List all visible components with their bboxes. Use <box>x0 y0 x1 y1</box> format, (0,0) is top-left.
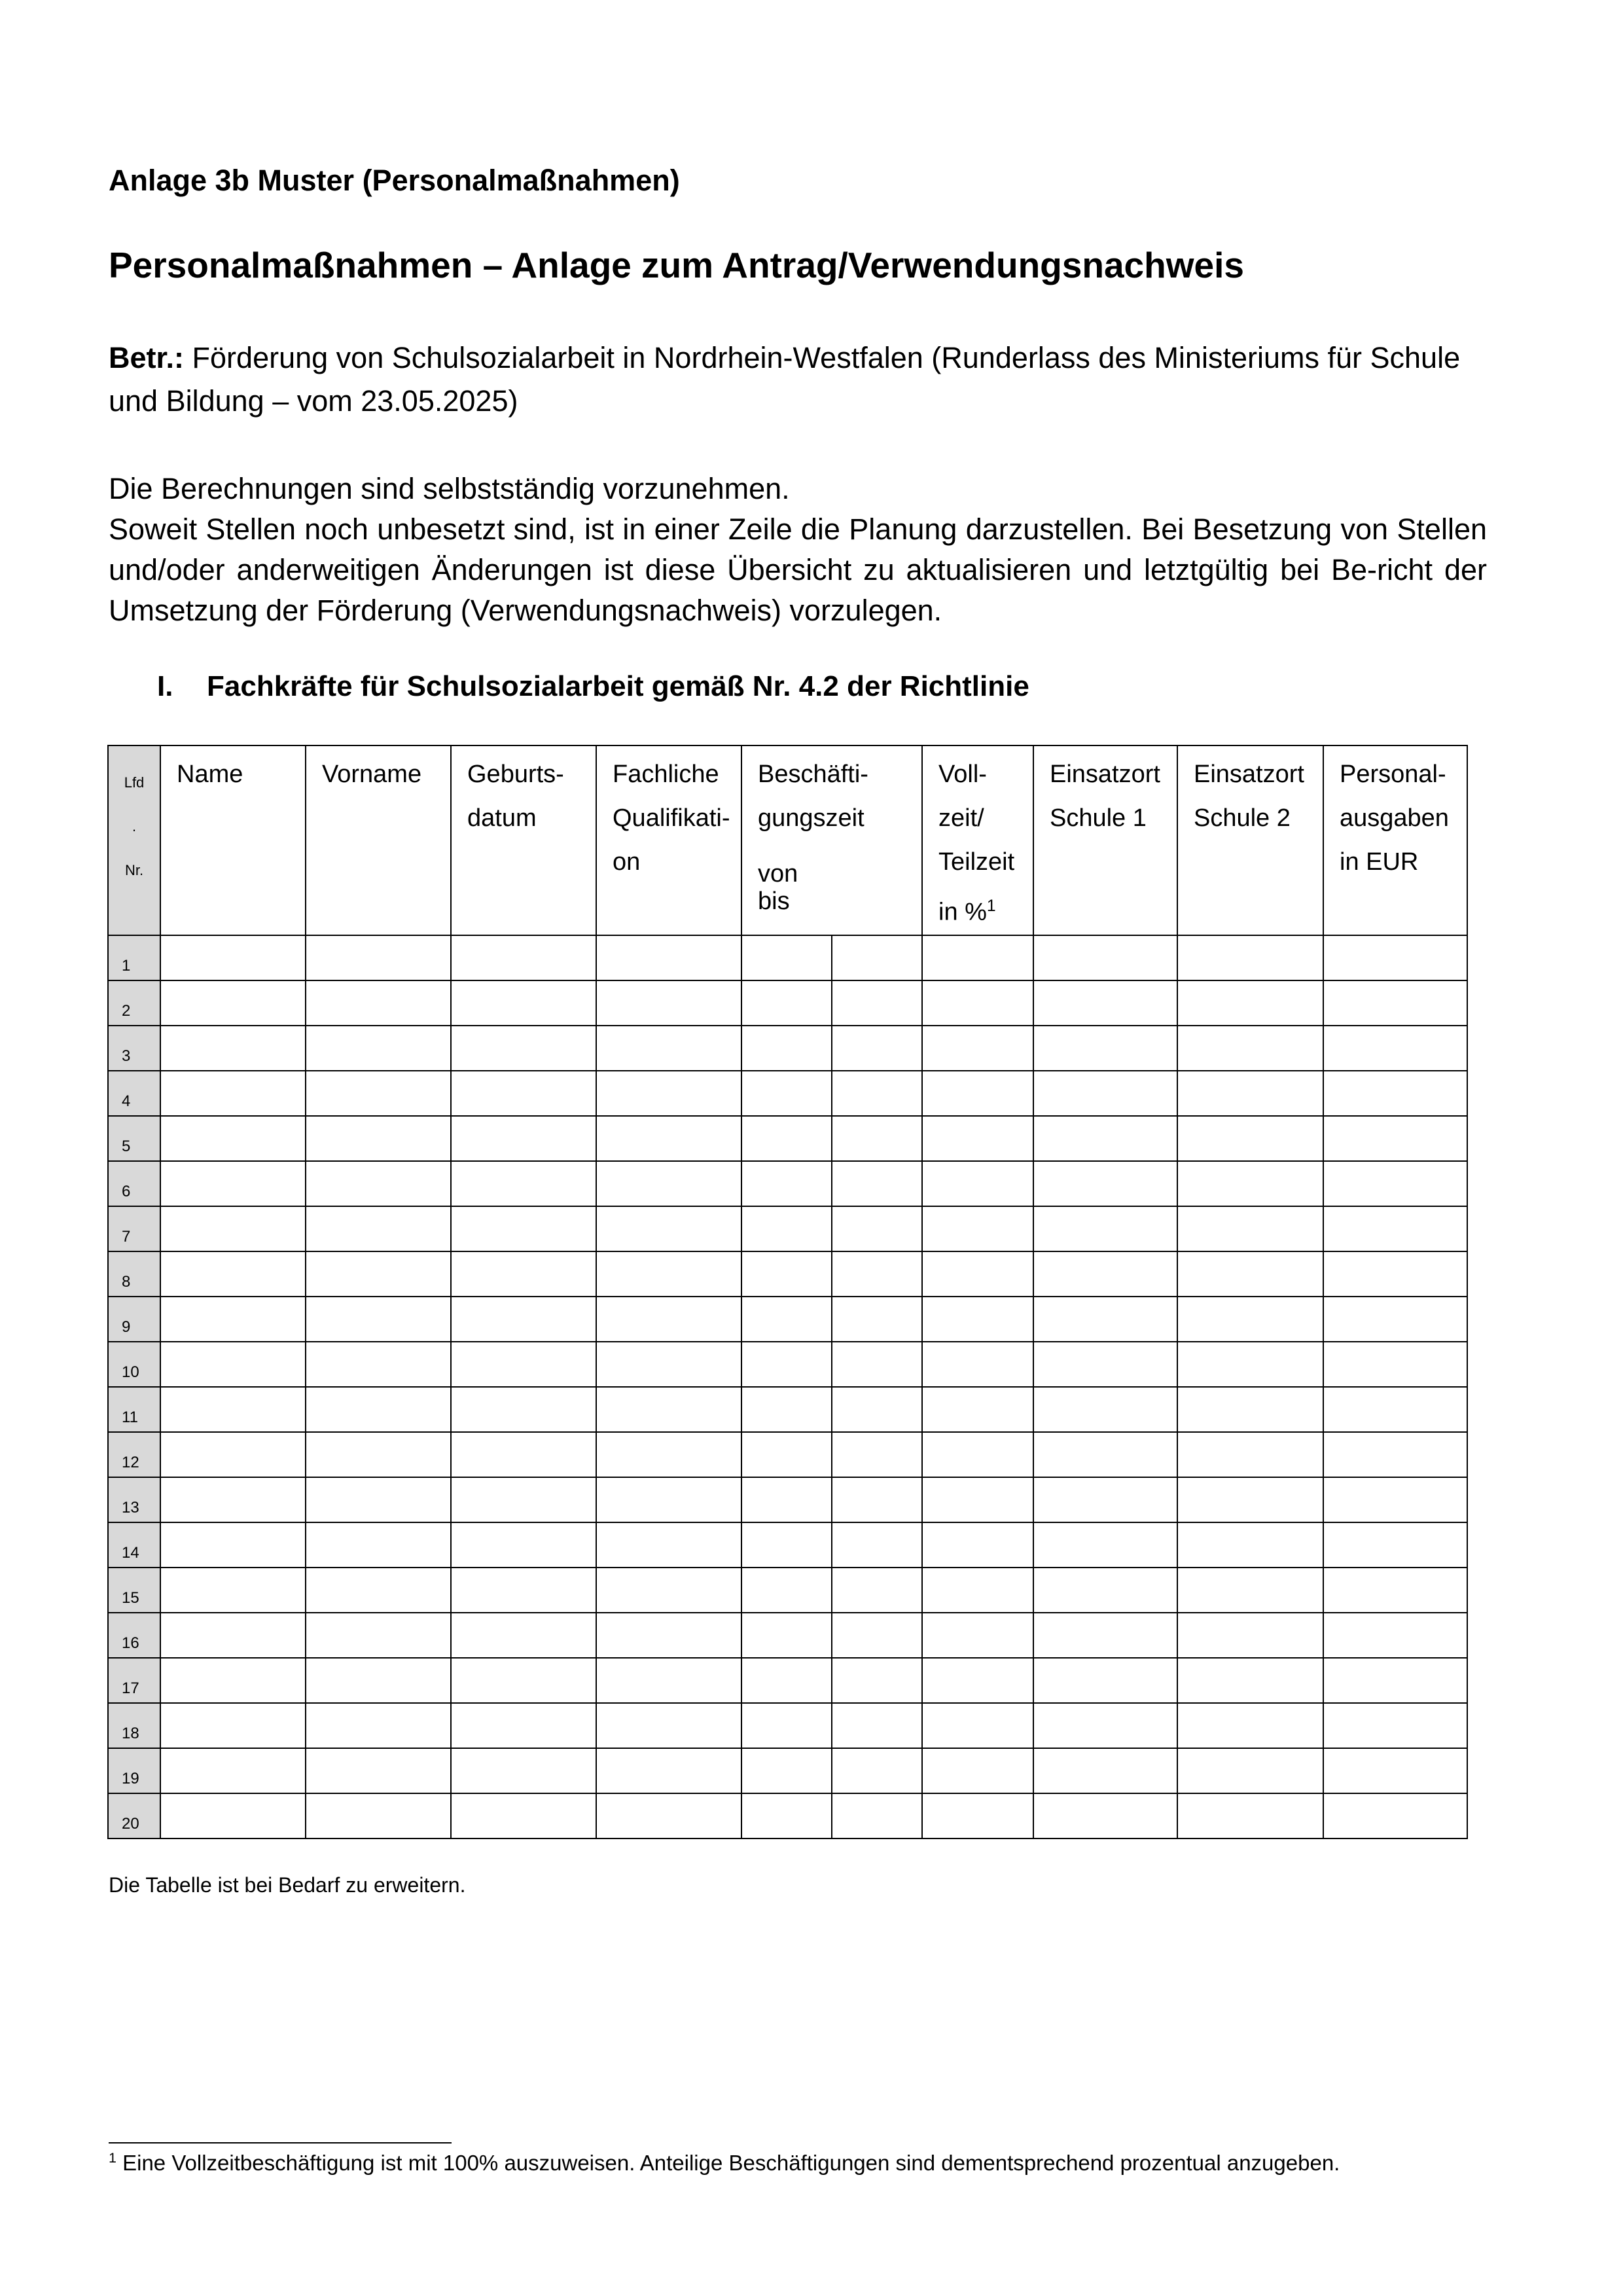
cell-vorname[interactable] <box>306 935 451 980</box>
cell-qualifikation[interactable] <box>596 1026 741 1071</box>
cell-name[interactable] <box>160 1297 306 1342</box>
row-number: 10 <box>108 1342 160 1387</box>
footnote-marker: 1 <box>109 2150 116 2166</box>
intro-paragraph-1: Die Berechnungen sind selbstständig vorzunehmen. <box>109 472 790 505</box>
row-number: 17 <box>108 1658 160 1703</box>
header-von: von <box>758 860 798 888</box>
cell-personalausgaben[interactable] <box>1323 1026 1467 1071</box>
cell-qualifikation[interactable] <box>596 1297 741 1342</box>
cell-einsatzort-1[interactable] <box>1033 1206 1177 1251</box>
table-row <box>108 1477 1467 1522</box>
staff-table <box>107 745 1468 1839</box>
intro-text <box>109 469 1487 631</box>
header-bis: bis <box>758 888 790 915</box>
cell-einsatzort-2[interactable] <box>1177 1748 1323 1793</box>
cell-bis[interactable] <box>832 1477 922 1522</box>
cell-qualifikation[interactable] <box>596 1342 741 1387</box>
cell-name[interactable] <box>160 935 306 980</box>
cell-vollzeit[interactable] <box>922 1251 1033 1297</box>
cell-bis[interactable] <box>832 1568 922 1613</box>
cell-vorname[interactable] <box>306 1387 451 1432</box>
cell-qualifikation[interactable] <box>596 980 741 1026</box>
section-number: I. <box>157 670 173 702</box>
cell-einsatzort-2[interactable] <box>1177 1342 1323 1387</box>
cell-geburtsdatum[interactable] <box>451 1703 596 1748</box>
cell-personalausgaben[interactable] <box>1323 1658 1467 1703</box>
cell-einsatzort-2[interactable] <box>1177 1613 1323 1658</box>
cell-personalausgaben[interactable] <box>1323 1522 1467 1568</box>
cell-qualifikation[interactable] <box>596 1477 741 1522</box>
cell-vollzeit[interactable] <box>922 1342 1033 1387</box>
cell-personalausgaben[interactable] <box>1323 1071 1467 1116</box>
cell-vorname[interactable] <box>306 1251 451 1297</box>
cell-bis[interactable] <box>832 1387 922 1432</box>
cell-einsatzort-2[interactable] <box>1177 980 1323 1026</box>
cell-qualifikation[interactable] <box>596 1522 741 1568</box>
cell-name[interactable] <box>160 1026 306 1071</box>
cell-name[interactable] <box>160 1432 306 1477</box>
cell-bis[interactable] <box>832 1658 922 1703</box>
cell-qualifikation[interactable] <box>596 1251 741 1297</box>
header-beschaeftigungszeit: Beschäfti- gungszeit von bis <box>741 745 922 935</box>
cell-einsatzort-2[interactable] <box>1177 1793 1323 1839</box>
cell-von[interactable] <box>741 1658 832 1703</box>
table-header-row <box>108 745 1467 935</box>
cell-geburtsdatum[interactable] <box>451 1748 596 1793</box>
cell-name[interactable] <box>160 980 306 1026</box>
row-number: 5 <box>108 1116 160 1161</box>
cell-name[interactable] <box>160 1161 306 1206</box>
cell-vorname[interactable] <box>306 1342 451 1387</box>
cell-personalausgaben[interactable] <box>1323 1613 1467 1658</box>
subject-line <box>109 336 1487 423</box>
cell-qualifikation[interactable] <box>596 1071 741 1116</box>
table-row <box>108 1206 1467 1251</box>
staff-table-container <box>107 745 1468 1839</box>
cell-geburtsdatum[interactable] <box>451 1071 596 1116</box>
cell-einsatzort-2[interactable] <box>1177 1658 1323 1703</box>
intro-paragraph-2: Soweit Stellen noch unbesetzt sind, ist in einer Zeile die Planung darzustellen. Bei Besetzung von Stellen und/oder anderweitigen Änderungen ist diese Übersicht zu aktualisieren und letztgültig bei Be-richt der Umsetzung der Förderung (Verwendungsnachweis) vorzulegen. <box>109 512 1487 627</box>
cell-vollzeit[interactable] <box>922 1387 1033 1432</box>
cell-qualifikation[interactable] <box>596 1703 741 1748</box>
cell-einsatzort-1[interactable] <box>1033 1116 1177 1161</box>
cell-einsatzort-2[interactable] <box>1177 1116 1323 1161</box>
cell-name[interactable] <box>160 1071 306 1116</box>
cell-einsatzort-1[interactable] <box>1033 1703 1177 1748</box>
cell-vollzeit[interactable] <box>922 1071 1033 1116</box>
cell-vollzeit[interactable] <box>922 1297 1033 1342</box>
cell-geburtsdatum[interactable] <box>451 1568 596 1613</box>
table-row <box>108 1613 1467 1658</box>
cell-vollzeit[interactable] <box>922 1568 1033 1613</box>
cell-name[interactable] <box>160 1703 306 1748</box>
cell-name[interactable] <box>160 1251 306 1297</box>
cell-name[interactable] <box>160 1748 306 1793</box>
cell-geburtsdatum[interactable] <box>451 1342 596 1387</box>
cell-vorname[interactable] <box>306 1071 451 1116</box>
footnote-ref: 1 <box>986 897 996 915</box>
cell-einsatzort-2[interactable] <box>1177 1477 1323 1522</box>
cell-von[interactable] <box>741 1342 832 1387</box>
cell-vorname[interactable] <box>306 1748 451 1793</box>
cell-vorname[interactable] <box>306 1703 451 1748</box>
cell-einsatzort-1[interactable] <box>1033 1613 1177 1658</box>
cell-qualifikation[interactable] <box>596 1748 741 1793</box>
cell-vorname[interactable] <box>306 1658 451 1703</box>
cell-bis[interactable] <box>832 1432 922 1477</box>
table-row <box>108 1071 1467 1116</box>
table-row <box>108 1297 1467 1342</box>
cell-einsatzort-1[interactable] <box>1033 1071 1177 1116</box>
cell-vollzeit[interactable] <box>922 1026 1033 1071</box>
cell-personalausgaben[interactable] <box>1323 1342 1467 1387</box>
table-row <box>108 1748 1467 1793</box>
cell-name[interactable] <box>160 1342 306 1387</box>
cell-vollzeit[interactable] <box>922 1116 1033 1161</box>
cell-vorname[interactable] <box>306 1568 451 1613</box>
cell-einsatzort-1[interactable] <box>1033 1432 1177 1477</box>
cell-vollzeit[interactable] <box>922 1613 1033 1658</box>
cell-einsatzort-1[interactable] <box>1033 1658 1177 1703</box>
cell-einsatzort-1[interactable] <box>1033 1342 1177 1387</box>
cell-name[interactable] <box>160 1568 306 1613</box>
cell-personalausgaben[interactable] <box>1323 1432 1467 1477</box>
cell-einsatzort-1[interactable] <box>1033 935 1177 980</box>
row-number: 14 <box>108 1522 160 1568</box>
cell-qualifikation[interactable] <box>596 1206 741 1251</box>
cell-einsatzort-2[interactable] <box>1177 1387 1323 1432</box>
header-qualifikation: Fachliche Qualifikati- on <box>596 745 741 935</box>
cell-einsatzort-2[interactable] <box>1177 1432 1323 1477</box>
header-geburtsdatum: Geburts- datum <box>451 745 596 935</box>
cell-einsatzort-2[interactable] <box>1177 1206 1323 1251</box>
footnote-text: Eine Vollzeitbeschäftigung ist mit 100% auszuweisen. Anteilige Beschäftigungen sind dementsprechend prozentual anzugeben. <box>122 2151 1340 2175</box>
cell-von[interactable] <box>741 1116 832 1161</box>
table-row <box>108 1568 1467 1613</box>
section-heading <box>157 670 1029 703</box>
table-row <box>108 1658 1467 1703</box>
cell-bis[interactable] <box>832 1116 922 1161</box>
cell-vorname[interactable] <box>306 1432 451 1477</box>
cell-vollzeit[interactable] <box>922 1703 1033 1748</box>
cell-vorname[interactable] <box>306 1477 451 1522</box>
cell-vorname[interactable] <box>306 980 451 1026</box>
table-row <box>108 1161 1467 1206</box>
cell-vorname[interactable] <box>306 1522 451 1568</box>
cell-bis[interactable] <box>832 1522 922 1568</box>
cell-vorname[interactable] <box>306 1613 451 1658</box>
cell-vollzeit[interactable] <box>922 980 1033 1026</box>
cell-geburtsdatum[interactable] <box>451 1206 596 1251</box>
cell-einsatzort-2[interactable] <box>1177 1161 1323 1206</box>
cell-personalausgaben[interactable] <box>1323 1297 1467 1342</box>
header-einsatzort-1: Einsatzort Schule 1 <box>1033 745 1177 935</box>
cell-personalausgaben[interactable] <box>1323 1477 1467 1522</box>
table-row <box>108 1432 1467 1477</box>
cell-von[interactable] <box>741 1161 832 1206</box>
cell-geburtsdatum[interactable] <box>451 935 596 980</box>
cell-personalausgaben[interactable] <box>1323 1251 1467 1297</box>
cell-geburtsdatum[interactable] <box>451 1432 596 1477</box>
cell-bis[interactable] <box>832 1613 922 1658</box>
cell-qualifikation[interactable] <box>596 1658 741 1703</box>
cell-einsatzort-1[interactable] <box>1033 1026 1177 1071</box>
cell-bis[interactable] <box>832 1071 922 1116</box>
cell-vollzeit[interactable] <box>922 1748 1033 1793</box>
cell-von[interactable] <box>741 1206 832 1251</box>
row-number: 19 <box>108 1748 160 1793</box>
row-number: 18 <box>108 1703 160 1748</box>
table-row <box>108 1522 1467 1568</box>
cell-von[interactable] <box>741 1477 832 1522</box>
cell-vorname[interactable] <box>306 1793 451 1839</box>
table-note: Die Tabelle ist bei Bedarf zu erweitern. <box>109 1873 466 1897</box>
cell-personalausgaben[interactable] <box>1323 1116 1467 1161</box>
row-number: 13 <box>108 1477 160 1522</box>
row-number: 11 <box>108 1387 160 1432</box>
cell-personalausgaben[interactable] <box>1323 1568 1467 1613</box>
header-vollzeit-teilzeit: Voll- zeit/ Teilzeit in %$^1$ <box>922 745 1033 935</box>
cell-name[interactable] <box>160 1206 306 1251</box>
cell-geburtsdatum[interactable] <box>451 1658 596 1703</box>
cell-vorname[interactable] <box>306 1297 451 1342</box>
row-number: 12 <box>108 1432 160 1477</box>
table-row <box>108 1251 1467 1297</box>
cell-einsatzort-2[interactable] <box>1177 1703 1323 1748</box>
footnote-separator <box>109 2142 452 2144</box>
cell-bis[interactable] <box>832 1342 922 1387</box>
cell-von[interactable] <box>741 980 832 1026</box>
cell-von[interactable] <box>741 1071 832 1116</box>
cell-vollzeit[interactable] <box>922 1522 1033 1568</box>
page-title: Personalmaßnahmen – Anlage zum Antrag/Verwendungsnachweis <box>109 245 1244 285</box>
cell-vorname[interactable] <box>306 1116 451 1161</box>
header-vorname: Vorname <box>306 745 451 935</box>
row-number: 6 <box>108 1161 160 1206</box>
cell-von[interactable] <box>741 1297 832 1342</box>
cell-name[interactable] <box>160 1116 306 1161</box>
table-row <box>108 1116 1467 1161</box>
cell-vorname[interactable] <box>306 1026 451 1071</box>
cell-geburtsdatum[interactable] <box>451 1251 596 1297</box>
table-row <box>108 1026 1467 1071</box>
cell-qualifikation[interactable] <box>596 935 741 980</box>
cell-bis[interactable] <box>832 1251 922 1297</box>
cell-geburtsdatum[interactable] <box>451 1793 596 1839</box>
table-row <box>108 1793 1467 1839</box>
cell-von[interactable] <box>741 1568 832 1613</box>
cell-name[interactable] <box>160 1613 306 1658</box>
cell-qualifikation[interactable] <box>596 1432 741 1477</box>
cell-vollzeit[interactable] <box>922 1658 1033 1703</box>
cell-einsatzort-1[interactable] <box>1033 1251 1177 1297</box>
cell-name[interactable] <box>160 1387 306 1432</box>
annex-label: Anlage 3b Muster (Personalmaßnahmen) <box>109 164 680 197</box>
row-number: 2 <box>108 980 160 1026</box>
cell-einsatzort-2[interactable] <box>1177 935 1323 980</box>
cell-qualifikation[interactable] <box>596 1568 741 1613</box>
cell-bis[interactable] <box>832 935 922 980</box>
header-name: Name <box>160 745 306 935</box>
cell-personalausgaben[interactable] <box>1323 1748 1467 1793</box>
cell-name[interactable] <box>160 1793 306 1839</box>
cell-einsatzort-2[interactable] <box>1177 1026 1323 1071</box>
cell-geburtsdatum[interactable] <box>451 1613 596 1658</box>
cell-vollzeit[interactable] <box>922 1206 1033 1251</box>
cell-name[interactable] <box>160 1477 306 1522</box>
cell-einsatzort-1[interactable] <box>1033 1297 1177 1342</box>
subject-text: Förderung von Schulsozialarbeit in Nordrhein-Westfalen (Runderlass des Ministeriums für Schule und Bildung – vom 23.05.2025) <box>109 341 1461 418</box>
cell-personalausgaben[interactable] <box>1323 1206 1467 1251</box>
cell-bis[interactable] <box>832 1161 922 1206</box>
cell-einsatzort-2[interactable] <box>1177 1568 1323 1613</box>
cell-geburtsdatum[interactable] <box>451 1522 596 1568</box>
cell-vorname[interactable] <box>306 1161 451 1206</box>
cell-qualifikation[interactable] <box>596 1161 741 1206</box>
cell-qualifikation[interactable] <box>596 1793 741 1839</box>
table-row <box>108 1387 1467 1432</box>
cell-einsatzort-2[interactable] <box>1177 1297 1323 1342</box>
row-number: 15 <box>108 1568 160 1613</box>
cell-von[interactable] <box>741 1703 832 1748</box>
header-personalausgaben: Personal- ausgaben in EUR <box>1323 745 1467 935</box>
cell-personalausgaben[interactable] <box>1323 1793 1467 1839</box>
row-number: 1 <box>108 935 160 980</box>
cell-von[interactable] <box>741 1026 832 1071</box>
cell-bis[interactable] <box>832 980 922 1026</box>
cell-von[interactable] <box>741 1793 832 1839</box>
cell-qualifikation[interactable] <box>596 1613 741 1658</box>
cell-von[interactable] <box>741 1432 832 1477</box>
cell-von[interactable] <box>741 1748 832 1793</box>
cell-einsatzort-2[interactable] <box>1177 1522 1323 1568</box>
header-lfd-nr: Lfd . Nr. <box>108 745 160 935</box>
table-row <box>108 935 1467 980</box>
footnote <box>109 2150 1340 2176</box>
cell-bis[interactable] <box>832 1703 922 1748</box>
cell-qualifikation[interactable] <box>596 1116 741 1161</box>
cell-von[interactable] <box>741 1251 832 1297</box>
cell-einsatzort-2[interactable] <box>1177 1071 1323 1116</box>
cell-von[interactable] <box>741 1387 832 1432</box>
section-title: Fachkräfte für Schulsozialarbeit gemäß Nr. 4.2 der Richtlinie <box>207 670 1029 702</box>
cell-qualifikation[interactable] <box>596 1387 741 1432</box>
cell-vollzeit[interactable] <box>922 1432 1033 1477</box>
table-row <box>108 980 1467 1026</box>
row-number: 3 <box>108 1026 160 1071</box>
cell-bis[interactable] <box>832 1748 922 1793</box>
cell-geburtsdatum[interactable] <box>451 1026 596 1071</box>
cell-einsatzort-1[interactable] <box>1033 1748 1177 1793</box>
cell-einsatzort-1[interactable] <box>1033 1568 1177 1613</box>
cell-vollzeit[interactable] <box>922 1161 1033 1206</box>
cell-von[interactable] <box>741 935 832 980</box>
table-row <box>108 1342 1467 1387</box>
row-number: 4 <box>108 1071 160 1116</box>
row-number: 9 <box>108 1297 160 1342</box>
cell-name[interactable] <box>160 1522 306 1568</box>
row-number: 20 <box>108 1793 160 1839</box>
cell-vollzeit[interactable] <box>922 935 1033 980</box>
cell-einsatzort-1[interactable] <box>1033 1793 1177 1839</box>
cell-einsatzort-1[interactable] <box>1033 1522 1177 1568</box>
cell-name[interactable] <box>160 1658 306 1703</box>
cell-bis[interactable] <box>832 1026 922 1071</box>
cell-vollzeit[interactable] <box>922 1793 1033 1839</box>
cell-personalausgaben[interactable] <box>1323 1703 1467 1748</box>
cell-bis[interactable] <box>832 1206 922 1251</box>
cell-einsatzort-1[interactable] <box>1033 1161 1177 1206</box>
cell-von[interactable] <box>741 1522 832 1568</box>
cell-personalausgaben[interactable] <box>1323 1387 1467 1432</box>
table-row <box>108 1703 1467 1748</box>
cell-einsatzort-1[interactable] <box>1033 980 1177 1026</box>
cell-geburtsdatum[interactable] <box>451 1116 596 1161</box>
cell-vollzeit[interactable] <box>922 1477 1033 1522</box>
cell-bis[interactable] <box>832 1297 922 1342</box>
cell-geburtsdatum[interactable] <box>451 1297 596 1342</box>
cell-von[interactable] <box>741 1613 832 1658</box>
cell-personalausgaben[interactable] <box>1323 935 1467 980</box>
cell-einsatzort-2[interactable] <box>1177 1251 1323 1297</box>
subject-label: Betr.: <box>109 341 185 374</box>
row-number: 7 <box>108 1206 160 1251</box>
cell-vorname[interactable] <box>306 1206 451 1251</box>
cell-einsatzort-1[interactable] <box>1033 1477 1177 1522</box>
cell-geburtsdatum[interactable] <box>451 1477 596 1522</box>
cell-personalausgaben[interactable] <box>1323 1161 1467 1206</box>
cell-geburtsdatum[interactable] <box>451 980 596 1026</box>
header-einsatzort-2: Einsatzort Schule 2 <box>1177 745 1323 935</box>
cell-geburtsdatum[interactable] <box>451 1161 596 1206</box>
row-number: 16 <box>108 1613 160 1658</box>
cell-bis[interactable] <box>832 1793 922 1839</box>
cell-einsatzort-1[interactable] <box>1033 1387 1177 1432</box>
cell-personalausgaben[interactable] <box>1323 980 1467 1026</box>
cell-geburtsdatum[interactable] <box>451 1387 596 1432</box>
row-number: 8 <box>108 1251 160 1297</box>
